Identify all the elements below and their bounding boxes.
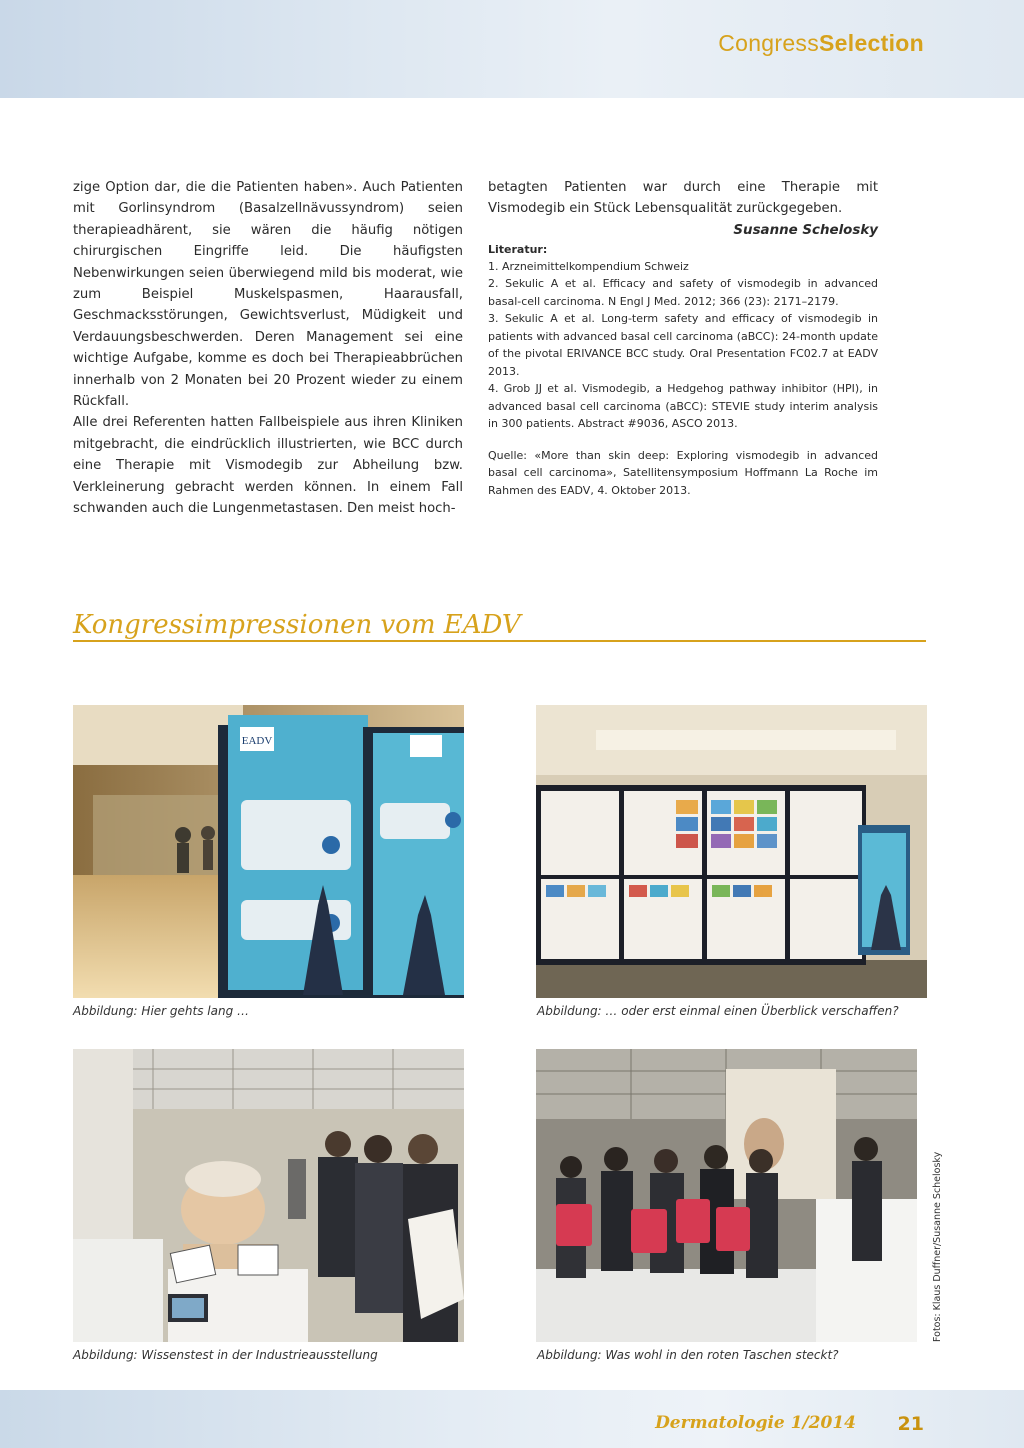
body-paragraph: zige Option dar, die die Patienten haben». Auch Patienten mit Gorlinsyndrom (Basalzellnävussyndrom) seien therapieadhärent, sie wären die häufig nötigen chirurgischen Eingriffe leid. Die häufigsten Nebenwirkungen seien überwiegend mild bis moderat, wie zum Beispiel Muskelspasmen, Haarausfall, Geschmacksstörungen, Gewichtsverlust, Müdigkeit und Verdauungsbeschwerden. Deren Management sei eine wichtige Aufgabe, komme es doch bei Therapieabbrüchen innerhalb von 2 Monaten bei 20 Prozent wieder zu einem Rückfall. [73,180,463,410]
page-number: 21 [897,1413,924,1435]
author-name: Susanne Schelosky [733,222,878,238]
section-title: Kongressimpressionen vom EADV [73,610,521,640]
section-divider [73,640,926,642]
photo-red-bags [536,1049,917,1342]
photo-caption: Abbildung: Hier gehts lang … [73,1004,250,1018]
footer-band [0,1390,1024,1448]
right-text-column [488,177,878,499]
left-text-column [73,177,463,520]
literature-heading: Literatur: [488,242,548,256]
journal-name: Dermatologie 1/2014 [655,1413,856,1433]
literature-item: 2. Sekulic A et al. Efficacy and safety of vismodegib in advanced basal-cell carcinoma. N Engl J Med. 2012; 366 (23): 2171–2179. [488,277,878,308]
photo-caption: Abbildung: Was wohl in den roten Taschen steckt? [537,1348,839,1362]
source-note: Quelle: «More than skin deep: Exploring vismodegib in advanced basal cell carcinoma», Satellitensymposium Hoffmann La Roche im Rahmen des EADV, 4. Oktober 2013. [488,448,878,497]
banner-logo: EADV [241,735,273,747]
literature-item: 3. Sekulic A et al. Long-term safety and efficacy of vismodegib in patients with advanced basal cell carcinoma (aBCC): 24-month update of the pivotal ERIVANCE BCC study. Oral Presentation FC02.7 at EADV 2013. [488,312,878,378]
header-title: CongressSelection [718,30,924,56]
photo-caption: Abbildung: … oder erst einmal einen Überblick verschaffen? [537,1004,899,1018]
photo-signage [73,705,464,998]
photo-exhibition [73,1049,464,1342]
literature-item: 1. Arzneimittelkompendium Schweiz [488,259,689,273]
body-paragraph: betagten Patienten war durch eine Therapie mit Vismodegib ein Stück Lebensqualität zurückgegeben. [488,180,878,217]
photo-caption: Abbildung: Wissenstest in der Industrieausstellung [73,1348,378,1362]
photo-credit: Fotos: Klaus Duffner/Susanne Schelosky [932,1151,943,1342]
photo-poster-wall [536,705,927,998]
body-paragraph: Alle drei Referenten hatten Fallbeispiele aus ihren Kliniken mitgebracht, die eindrücklich illustrierten, wie BCC durch eine Therapie mit Vismodegib zur Abheilung bzw. Verkleinerung gebracht werden können. In einem Fall schwanden auch die Lungenmetastasen. Den meist hoch- [73,415,463,517]
header-band [0,0,1024,98]
literature-item: 4. Grob JJ et al. Vismodegib, a Hedgehog pathway inhibitor (HPI), in advanced basal cell carcinoma (aBCC): STEVIE study interim analysis in 300 patients. Abstract #9036, ASCO 2013. [488,382,878,431]
